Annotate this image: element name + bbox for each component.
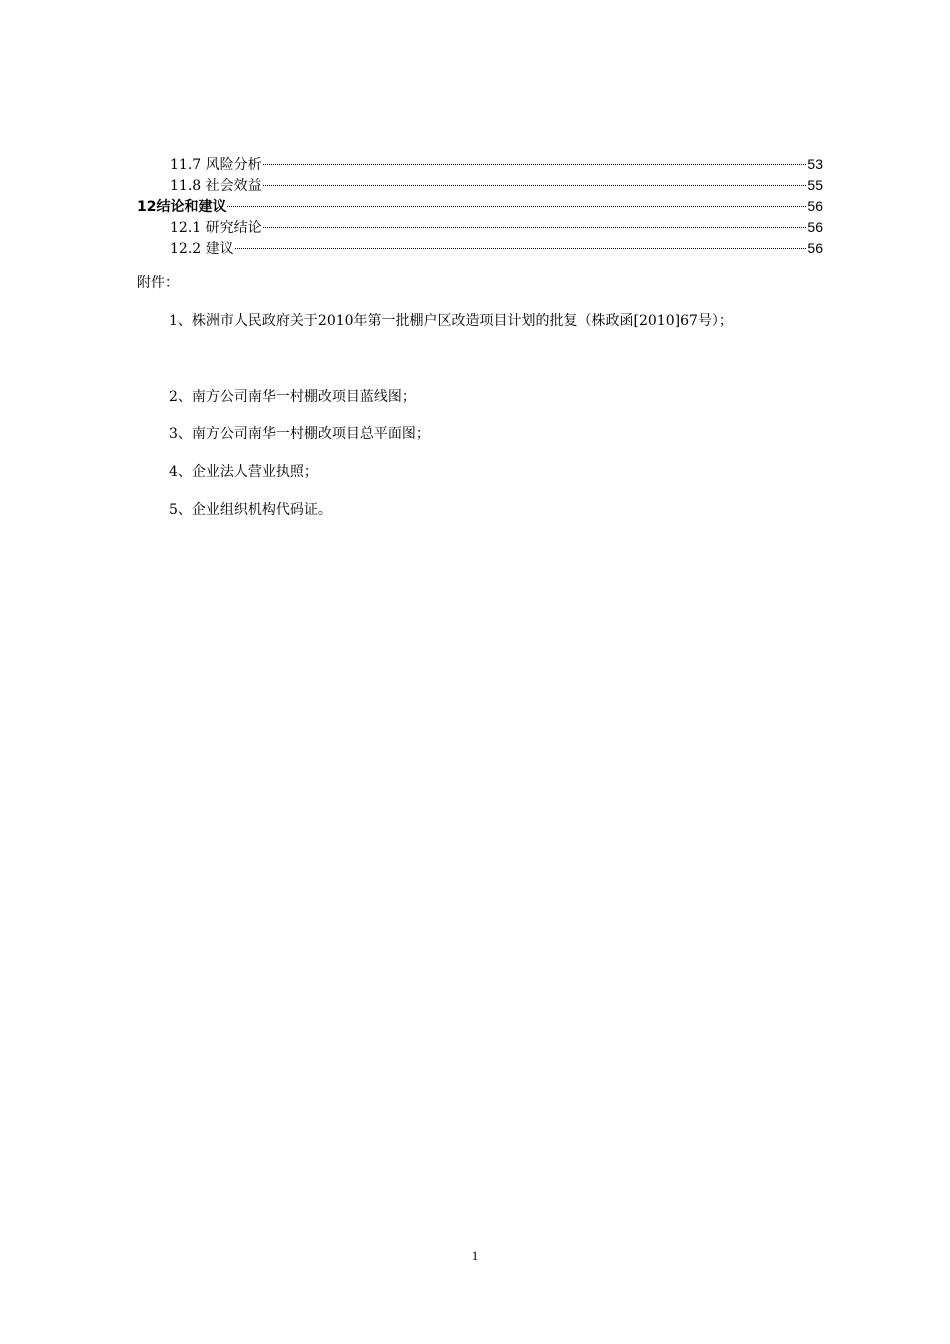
attachment-item: 3、南方公司南华一村棚改项目总平面图；: [169, 426, 430, 442]
attachment-item: 5、企业组织机构代码证。: [169, 502, 332, 518]
toc-entry-title: 12结论和建议: [137, 199, 227, 215]
toc-entry[interactable]: [137, 175, 823, 196]
toc-entry-page: 56: [807, 240, 823, 256]
attachment-item: 4、企业法人营业执照；: [169, 464, 318, 480]
toc-dot-leader: [263, 164, 807, 165]
toc-dot-leader: [235, 248, 807, 249]
toc-entry-page: 56: [807, 198, 823, 214]
toc-entry[interactable]: [137, 238, 823, 259]
toc-entry[interactable]: [137, 196, 823, 217]
attachment-item: 2、南方公司南华一村棚改项目蓝线图；: [169, 389, 416, 405]
page-number: 1: [471, 1248, 479, 1263]
attachment-item: 1、株洲市人民政府关于2010年第一批棚户区改造项目计划的批复（株政函[2010]67号）；: [169, 313, 733, 329]
toc-dot-leader: [227, 206, 806, 207]
toc-entry[interactable]: [137, 217, 823, 238]
toc-entry-title: 12.1 研究结论: [170, 220, 262, 236]
toc-entry-title: 11.8 社会效益: [170, 178, 262, 194]
toc-entry-page: 56: [807, 219, 823, 235]
toc-entry-page: 53: [807, 156, 823, 172]
toc-entry-page: 55: [807, 177, 823, 193]
attachments-heading: 附件：: [137, 275, 179, 291]
toc-dot-leader: [263, 227, 807, 228]
toc-entry[interactable]: [137, 154, 823, 175]
table-of-contents: [137, 154, 823, 259]
toc-entry-title: 11.7 风险分析: [170, 157, 262, 173]
toc-dot-leader: [263, 185, 807, 186]
toc-entry-title: 12.2 建议: [170, 241, 234, 257]
